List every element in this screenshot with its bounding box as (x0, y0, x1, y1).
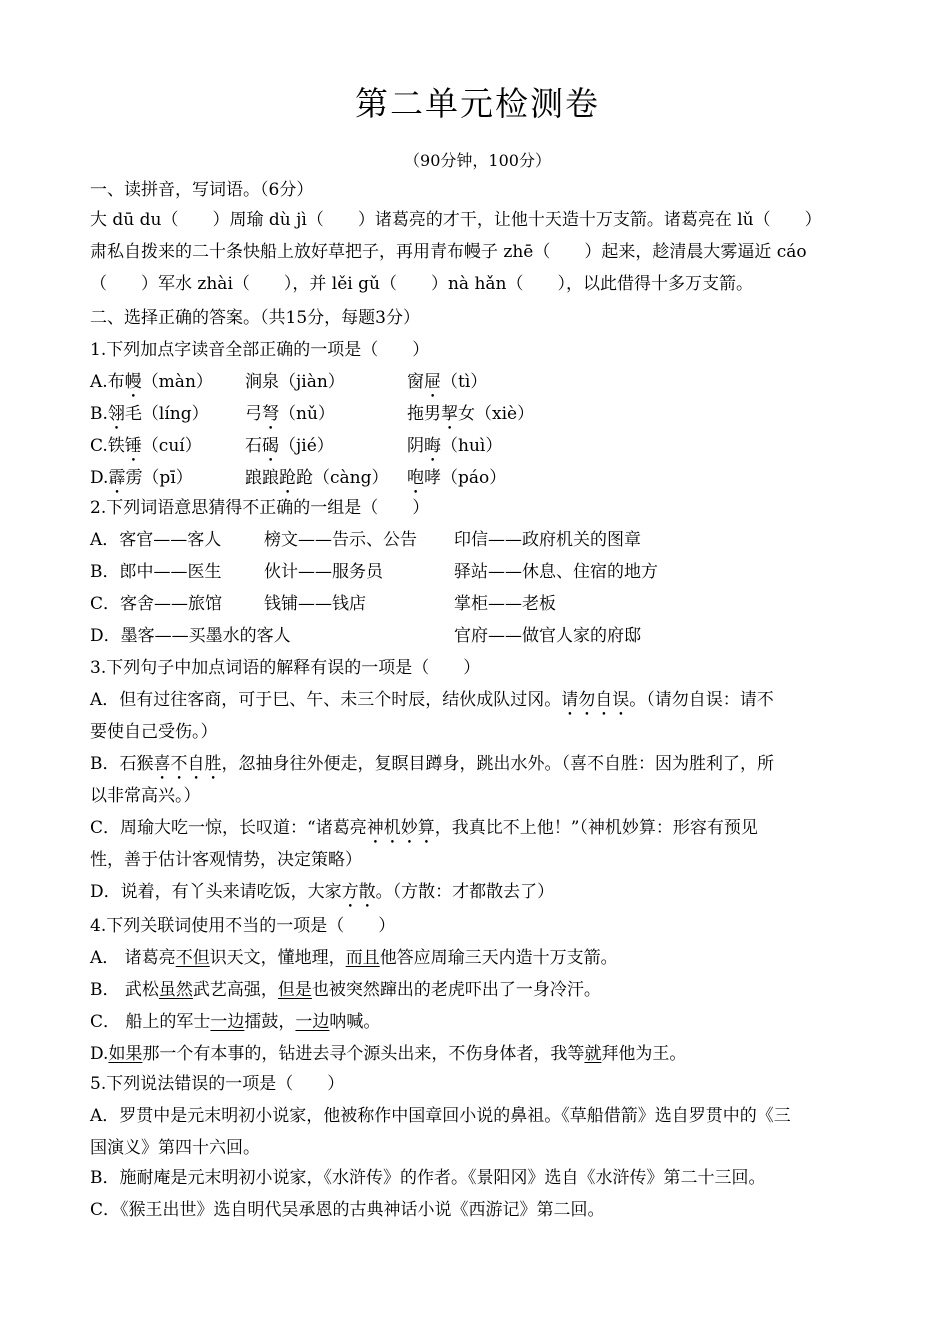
q2-row-b-1: B．郎中——医生 (90, 562, 222, 582)
q1-option-b-1: B.翎毛（líng） (90, 404, 209, 424)
q4-option-d: D.如果那一个有本事的，钻进去寻个源头出来，不伤身体者，我等就拜他为王。 (90, 1044, 687, 1064)
q4-option-a: A． 诸葛亮不但识天文，懂地理，而且他答应周瑜三天内造十万支箭。 (90, 948, 618, 968)
q1-option-d-1: D.霹雳（pī） (90, 468, 193, 488)
q1-stem: 1.下列加点字读音全部正确的一项是（ ） (90, 340, 430, 360)
q3-stem: 3.下列句子中加点词语的解释有误的一项是（ ） (90, 658, 481, 678)
q2-row-a-1: A．客官——客人 (90, 530, 222, 550)
q2-row-d-1: D．墨客——买墨水的客人 (90, 626, 291, 646)
q1-option-b-3: 拖男挈女（xiè） (407, 404, 535, 424)
q2-row-c-3: 掌柜——老板 (454, 594, 556, 614)
q4-option-c: C． 船上的军士一边擂鼓，一边呐喊。 (90, 1012, 381, 1032)
q3-option-c: C．周瑜大吃一惊，长叹道：“诸葛亮神机妙算，我真比不上他！”（神机妙算：形容有预见 (90, 818, 758, 838)
q5-option-a: A．罗贯中是元末明初小说家，他被称作中国章回小说的鼻祖。《草船借箭》选自罗贯中的《三 (90, 1106, 791, 1126)
q2-row-c-2: 钱铺——钱店 (264, 594, 366, 614)
q5-option-b: B．施耐庵是元末明初小说家，《水浒传》的作者。《景阳冈》选自《水浒传》第二十三回。 (90, 1168, 766, 1188)
q1-option-d-2: 踉踉跄跄（càng） (245, 468, 389, 488)
q1-option-a-1: A.布幔（màn） (90, 372, 213, 392)
q2-row-b-2: 伙计——服务员 (264, 562, 383, 582)
page-subtitle: （90分钟，100分） (404, 151, 551, 170)
section1-heading: 一、读拼音，写词语。（6分） (90, 180, 314, 200)
q4-option-b: B． 武松虽然武艺高强，但是也被突然蹿出的老虎吓出了一身冷汗。 (90, 980, 601, 1000)
q2-row-b-3: 驿站——休息、住宿的地方 (454, 562, 658, 582)
q5-option-a-cont: 国演义》第四十六回。 (90, 1138, 260, 1158)
q4-stem: 4.下列关联词使用不当的一项是（ ） (90, 916, 396, 936)
q3-option-d: D．说着，有丫头来请吃饭，大家方散。（方散：才都散去了） (90, 882, 555, 902)
section2-heading: 二、选择正确的答案。（共15分，每题3分） (90, 308, 420, 328)
section1-line-1: 大 dū du（ ）周瑜 dù jì（ ）诸葛亮的才干，让他十天造十万支箭。诸葛亮在 lǔ（ ） (90, 210, 822, 230)
q1-option-b-2: 弓弩（nǔ） (245, 404, 335, 424)
page-title: 第二单元检测卷 (355, 84, 600, 123)
q2-stem: 2.下列词语意思猜得不正确的一组是（ ） (90, 498, 430, 518)
q2-row-a-2: 榜文——告示、公告 (264, 530, 417, 550)
q1-option-a-2: 涧泉（jiàn） (245, 372, 345, 392)
q1-option-a-3: 窗屉（tì） (407, 372, 488, 392)
q3-option-b-cont: 以非常高兴。） (90, 786, 201, 806)
q1-option-d-3: 咆哮（páo） (407, 468, 507, 488)
q3-option-b: B．石猴喜不自胜，忽抽身往外便走，复瞑目蹲身，跳出水外。（喜不自胜：因为胜利了，所 (90, 754, 774, 774)
q3-option-a: A．但有过往客商，可于巳、午、未三个时辰，结伙成队过冈。请勿自误。（请勿自误：请不 (90, 690, 774, 710)
q3-option-a-cont: 要使自己受伤。） (90, 722, 218, 742)
q1-option-c-3: 阴晦（huì） (407, 436, 503, 456)
q1-option-c-2: 石碣（jié） (245, 436, 334, 456)
q5-option-c: C．《猴王出世》选自明代吴承恩的古典神话小说《西游记》第二回。 (90, 1200, 605, 1220)
q5-stem: 5.下列说法错误的一项是（ ） (90, 1074, 345, 1094)
q1-option-c-1: C.铁锤（cuí） (90, 436, 202, 456)
section1-line-2: 肃私自拨来的二十条快船上放好草把子，再用青布幔子 zhē（ ）起来，趁清晨大雾逼近 cáo (90, 242, 807, 262)
section1-line-3: （ ）军水 zhài（ ），并 lěi gǔ（ ）nà hǎn（ ），以此借得十多万支箭。 (90, 274, 753, 294)
q2-row-a-3: 印信——政府机关的图章 (454, 530, 641, 550)
q3-option-c-cont: 性，善于估计客观情势，决定策略） (90, 850, 362, 870)
q2-row-d-3: 官府——做官人家的府邸 (454, 626, 641, 646)
q2-row-c-1: C．客舍——旅馆 (90, 594, 223, 614)
